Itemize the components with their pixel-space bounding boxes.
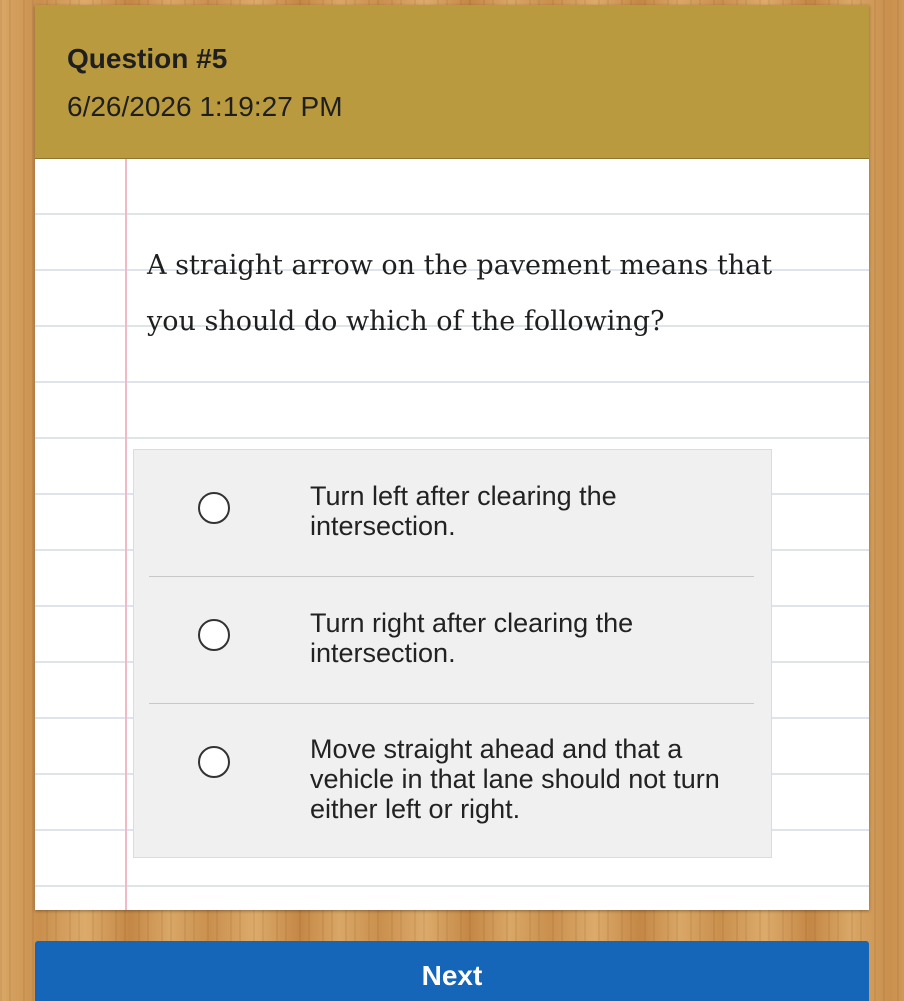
answer-choices: [133, 449, 772, 858]
answer-option-3-label: Move straight ahead and that a vehicle in that lane should not turn either left or right.: [310, 734, 720, 824]
answer-option-1[interactable]: [134, 450, 771, 576]
radio-button-3[interactable]: [198, 746, 230, 778]
question-text: A straight arrow on the pavement means that you should do which of the following?: [147, 250, 773, 337]
answer-option-1-label: Turn left after clearing the intersection.: [310, 481, 617, 541]
answer-option-2[interactable]: [134, 577, 771, 703]
question-card: [35, 5, 869, 910]
radio-button-2[interactable]: [198, 619, 230, 651]
answer-option-2-label: Turn right after clearing the intersection.: [310, 608, 634, 668]
next-button[interactable]: Next: [35, 941, 869, 1001]
radio-button-1[interactable]: [198, 492, 230, 524]
question-header: [35, 5, 869, 159]
question-number: Question #5: [67, 43, 228, 74]
margin-line: [125, 159, 127, 910]
answer-option-3[interactable]: [134, 704, 771, 830]
question-timestamp: 6/26/2026 1:19:27 PM: [67, 91, 343, 122]
